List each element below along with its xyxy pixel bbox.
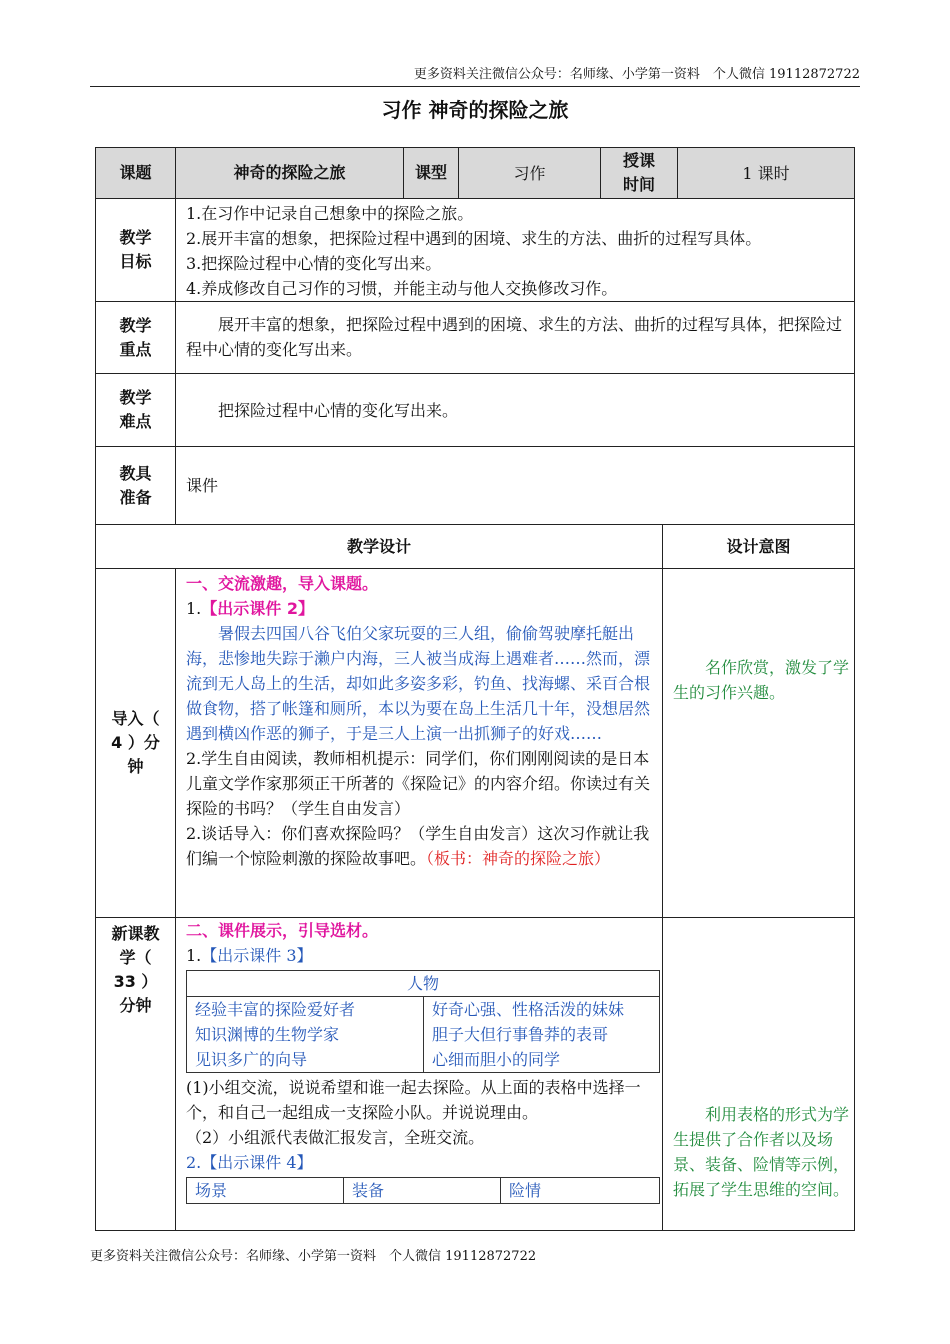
intro-step2: 2.学生自由阅读，教师相机提示：同学们，你们刚刚阅读的是日本儿童文学作家那须正干所著的《探险记》的内容介绍。你读过有关探险的书吗？（学生自由发言） <box>186 749 651 818</box>
key-points-content <box>175 301 855 374</box>
people-table-left <box>187 997 424 1073</box>
objective-item: 3.把探险过程中心情的变化写出来。 <box>186 254 442 273</box>
scene-table-header-equipment: 装备 <box>344 1178 501 1204</box>
design-header-right: 设计意图 <box>662 524 855 569</box>
intro-step1 <box>186 596 660 621</box>
people-table <box>186 970 660 1073</box>
people-option: 见识多广的向导 <box>195 1050 308 1069</box>
key-points-text: 展开丰富的想象，把探险过程中遇到的困境、求生的方法、曲折的过程写具体，把探险过程中心情的变化写出来。 <box>186 315 843 359</box>
new-lesson-content <box>175 917 663 1231</box>
intro-board-note: （板书：神奇的探险之旅） <box>426 849 611 868</box>
difficulties-content <box>175 373 855 447</box>
people-option: 知识渊博的生物学家 <box>195 1025 340 1044</box>
intro-step3-text: 2.谈话导入：你们喜欢探险吗？（学生自由发言）这次习作就让我们编一个惊险刺激的探险故事吧。 <box>186 824 650 868</box>
topic-value: 神奇的探险之旅 <box>175 147 404 199</box>
materials-text: 课件 <box>186 476 219 495</box>
objective-item: 2.展开丰富的想象，把探险过程中遇到的困境、求生的方法、曲折的过程写具体。 <box>186 229 762 248</box>
people-option: 心细而胆小的同学 <box>432 1050 561 1069</box>
time-label: 授课时间 <box>600 147 678 199</box>
discussion-step1: (1)小组交流，说说希望和谁一起去探险。从上面的表格中选择一个，和自己一起组成一支探险小队。并说说理由。 <box>186 1078 641 1122</box>
people-table-right <box>424 997 660 1073</box>
new-lesson-intent-text: 利用表格的形式为学生提供了合作者以及场景、装备、险情等示例，拓展了学生思维的空间。 <box>673 1105 850 1199</box>
design-header-left: 教学设计 <box>95 524 663 569</box>
document-title: 习作 神奇的探险之旅 <box>381 98 569 122</box>
intro-step3 <box>186 821 660 871</box>
scene-table-header-danger: 险情 <box>501 1178 660 1204</box>
page-header: 更多资料关注微信公众号：名师缘、小学第一资料 个人微信 19112872722 <box>413 67 860 82</box>
intro-content <box>175 568 663 918</box>
objectives-content <box>175 198 855 302</box>
type-label: 课型 <box>403 147 459 199</box>
intro-intent <box>662 568 855 918</box>
scene-table <box>186 1177 660 1204</box>
new-lesson-label: 新课教学（ 33 ）分钟 <box>95 917 176 1231</box>
intro-story: 暑假去四国八谷飞伯父家玩耍的三人组，偷偷驾驶摩托艇出海，悲惨地失踪于濑户内海，三人被当成海上遇难者……然而，漂流到无人岛上的生活，却如此多姿多彩，钓鱼、找海螺、采百合根做食物，搭了帐篷和厕所，本以为要在岛上生活几十年，没想居然遇到横凶作恶的狮子，于是三人上演一出抓狮子的好戏…… <box>186 624 651 743</box>
new-lesson-step1-tag: 【出示课件 3】 <box>201 946 313 965</box>
objectives-label: 教学目标 <box>95 198 176 302</box>
discussion-step2: （2）小组派代表做汇报发言，全班交流。 <box>186 1128 485 1147</box>
new-lesson-step1 <box>186 943 660 968</box>
intro-step1-tag: 【出示课件 2】 <box>201 599 314 618</box>
intro-step1-num: 1. <box>186 599 202 618</box>
page-footer: 更多资料关注微信公众号：名师缘、小学第一资料 个人微信 19112872722 <box>90 1249 537 1264</box>
new-lesson-intent <box>662 917 855 1231</box>
intro-label: 导入（ 4 ）分钟 <box>95 568 176 918</box>
people-option: 胆子大但行事鲁莽的表哥 <box>432 1025 609 1044</box>
type-value: 习作 <box>458 147 601 199</box>
header-rule <box>90 86 860 87</box>
intro-heading: 一、交流激趣，导入课题。 <box>186 574 379 593</box>
people-option: 好奇心强、性格活泼的妹妹 <box>432 1000 625 1019</box>
objective-item: 1.在习作中记录自己想象中的探险之旅。 <box>186 204 474 223</box>
difficulties-text: 把探险过程中心情的变化写出来。 <box>218 400 459 420</box>
difficulties-label: 教学难点 <box>95 373 176 447</box>
people-option: 经验丰富的探险爱好者 <box>195 1000 356 1019</box>
materials-content <box>175 446 855 525</box>
new-lesson-step1-num: 1. <box>186 946 202 965</box>
new-lesson-heading: 二、课件展示，引导选材。 <box>186 921 379 940</box>
scene-table-header-scene: 场景 <box>187 1178 344 1204</box>
people-table-header: 人物 <box>187 971 660 997</box>
materials-label: 教具准备 <box>95 446 176 525</box>
new-lesson-step2: 2.【出示课件 4】 <box>186 1153 313 1172</box>
intro-intent-text: 名作欣赏，激发了学生的习作兴趣。 <box>673 658 850 702</box>
objective-item: 4.养成修改自己习作的习惯，并能主动与他人交换修改习作。 <box>186 279 618 298</box>
time-value: 1 课时 <box>677 147 855 199</box>
topic-label: 课题 <box>95 147 176 199</box>
key-points-label: 教学重点 <box>95 301 176 374</box>
